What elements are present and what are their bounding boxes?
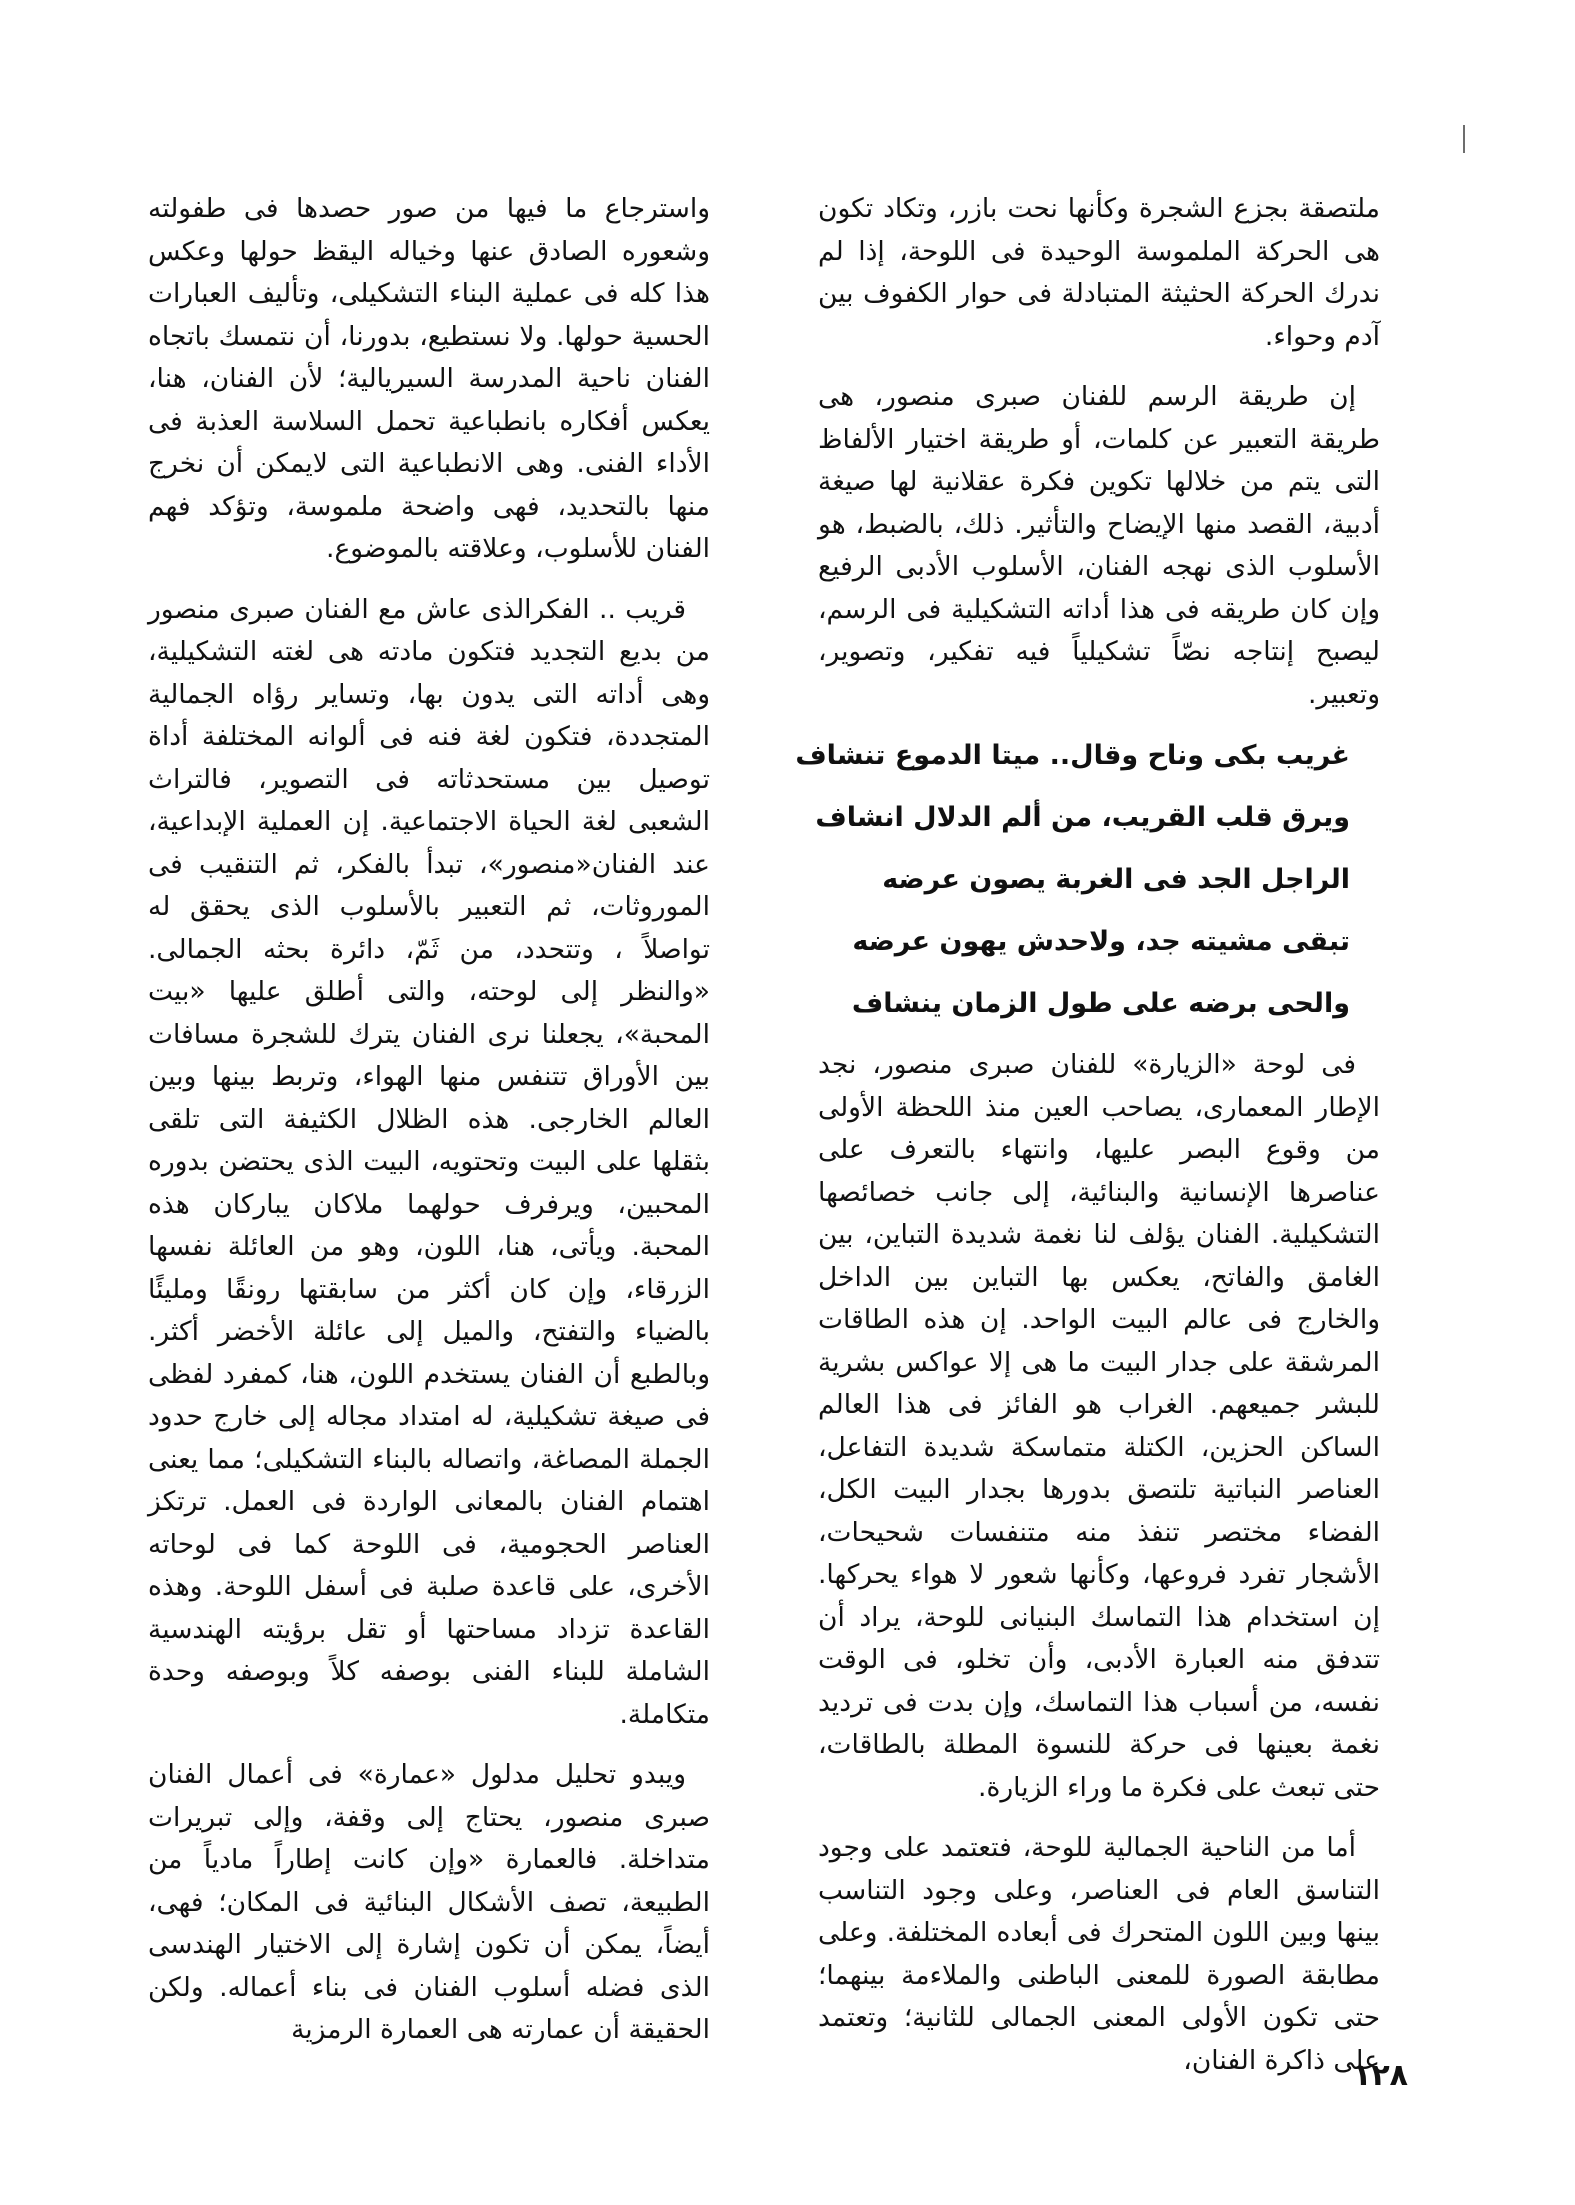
verse-line: غريب بكى وناح وقال.. ميتا الدموع تنشاف — [795, 740, 1350, 771]
right-column — [795, 188, 1380, 2100]
scan-edge-mark — [1463, 125, 1465, 153]
verse-line: ويرق قلب القريب، من ألم الدلال انشاف — [815, 802, 1350, 833]
paragraph: إن طريقة الرسم للفنان صبرى منصور، هى طريقة التعبير عن كلمات، أو طريقة اختيار الألفاظ التى يتم من خلالها تكوين فكرة عقلانية لها صيغة أدبية، القصد منها الإيضاح والتأثير. ذلك، بالضبط، هو الأسلوب الذى نهجه الفنان، الأسلوب الأدبى الرفيع وإن كان طريقه فى هذا أداته التشكيلية فى الرسم، ليصبح إنتاجه نصّاً تشكيلياً فيه تفكير، وتصوير، وتعبير. — [818, 381, 1380, 710]
paragraph: ويبدو تحليل مدلول «عمارة» فى أعمال الفنان صبرى منصور، يحتاج إلى وقفة، وإلى تبريرات متداخلة. فالعمارة «وإن كانت إطاراً مادياً من الطبيعة، تصف الأشكال البنائية فى المكان؛ فهى، أيضاً، يمكن أن تكون إشارة إلى الاختيار الهندسى الذى فضله أسلوب الفنان فى بناء أعماله. ولكن الحقيقة أن عمارته هى العمارة الرمزية — [148, 1759, 710, 2045]
paragraph: قريب .. الفكرالذى عاش مع الفنان صبرى منصور من بديع التجديد فتكون مادته هى لغته التشكيلية، وهى أداته التى يدون بها، وتساير رؤاه الجمالية المتجددة، فتكون لغة فنه فى ألوانه المختلفة أداة توصيل بين مستحدثاته فى التصوير، فالتراث الشعبى لغة الحياة الاجتماعية. إن العملية الإبداعية، عند الفنان«منصور»، تبدأ بالفكر، ثم التنقيب فى الموروثات، ثم التعبير بالأسلوب الذى يحقق له تواصلاً ، وتتحدد، من ثَمّ، دائرة بحثه الجمالى. «والنظر إلى لوحته، والتى أطلق عليها «بيت المحبة»، يجعلنا نرى الفنان يترك للشجرة مسافات بين الأوراق تتنفس منها الهواء، وتربط بينها وبين العالم الخارجى. هذه الظلال الكثيفة التى تلقى بثقلها على البيت وتحتويه، البيت الذى يحتضن بدوره المحبين، ويرفرف حولهما ملاكان يباركان هذه المحبة. ويأتى، هنا، اللون، وهو من العائلة نفسها الزرقاء، وإن كان أكثر من سابقتها رونقًا ومليئًا بالضياء والتفتح، والميل إلى عائلة الأخضر أكثر. وبالطبع أن الفنان يستخدم اللون، هنا، كمفرد لفظى فى صيغة تشكيلية، له امتداد مجاله إلى خارج حدود الجملة المصاغة، واتصاله بالبناء التشكيلى؛ مما يعنى اهتمام الفنان بالمعانى الواردة فى العمل. ترتكز العناصر الحجومية، فى اللوحة كما فى لوحاته الأخرى، على قاعدة صلبة فى أسفل اللوحة. وهذه القاعدة تزداد مساحتها أو تقل برؤيته الهندسية الشاملة للبناء الفنى بوصفه كلاً وبوصفه وحدة متكاملة. — [148, 593, 710, 1730]
verse-line: والحى برضه على طول الزمان ينشاف — [851, 988, 1350, 1019]
verse-line: الراجل الجد فى الغربة يصون عرضه — [882, 864, 1350, 895]
paragraph: فى لوحة «الزيارة» للفنان صبرى منصور، نجد الإطار المعمارى، يصاحب العين منذ اللحظة الأولى من وقوع البصر عليها، وانتهاء بالتعرف على عناصرها الإنسانية والبنائية، إلى جانب خصائصها التشكيلية. الفنان يؤلف لنا نغمة شديدة التباين، بين الغامق والفاتح، يعكس بها التباين بين الداخل والخارج فى عالم البيت الواحد. إن هذه الطاقات المرشقة على جدار البيت ما هى إلا عواكس بشرية للبشر جميعهم. الغراب هو الفائز فى هذا العالم الساكن الحزين، الكتلة متماسكة شديدة التفاعل، العناصر النباتية تلتصق بدورها بجدار البيت الكل، الفضاء مختصر تنفذ منه متنفسات شحيحات، الأشجار تفرد فروعها، وكأنها شعور لا هواء يحركها. إن استخدام هذا التماسك البنيانى للوحة، يراد أن تتدفق منه العبارة الأدبى، وأن تخلو، فى الوقت نفسه، من أسباب هذا التماسك، وإن بدت فى ترديد نغمة بعينها فى حركة للنسوة المطلة بالطاقات، حتى تبعث على فكرة ما وراء الزيارة. — [818, 1049, 1380, 1803]
paragraph: ملتصقة بجزع الشجرة وكأنها نحت بازر، وتكاد تكون هى الحركة الملموسة الوحيدة فى اللوحة، إذا لم ندرك الحركة الحثيثة المتبادلة فى حوار الكفوف بين آدم وحواء. — [818, 193, 1380, 352]
poem-verse — [795, 734, 1380, 1025]
paragraph: أما من الناحية الجمالية للوحة، فتعتمد على وجود التناسق العام فى العناصر، وعلى وجود التناسب بينها وبين اللون المتحرك فى أبعاده المختلفة. وعلى مطابقة الصورة للمعنى الباطنى والملاءمة بينهما؛ حتى تكون الأولى المعنى الجمالى للثانية؛ وتعتمد على ذاكرة الفنان، — [818, 1832, 1380, 2076]
left-column — [148, 188, 710, 2070]
page-number: ١٢٨ — [1353, 2058, 1408, 2093]
verse-line: تبقى مشيته جد، ولاحدش يهون عرضه — [852, 926, 1350, 957]
paragraph: واسترجاع ما فيها من صور حصدها فى طفولته وشعوره الصادق عنها وخياله اليقظ حولها وعكس هذا كله فى عملية البناء التشكيلى، وتأليف العبارات الحسية حولها. ولا نستطيع، بدورنا، أن نتمسك باتجاه الفنان ناحية المدرسة السيريالية؛ لأن الفنان، هنا، يعكس أفكاره بانطباعية تحمل السلاسة العذبة فى الأداء الفنى. وهى الانطباعية التى لايمكن أن نخرج منها بالتحديد، فهى واضحة ملموسة، وتؤكد فهم الفنان للأسلوب، وعلاقته بالموضوع. — [148, 193, 710, 564]
